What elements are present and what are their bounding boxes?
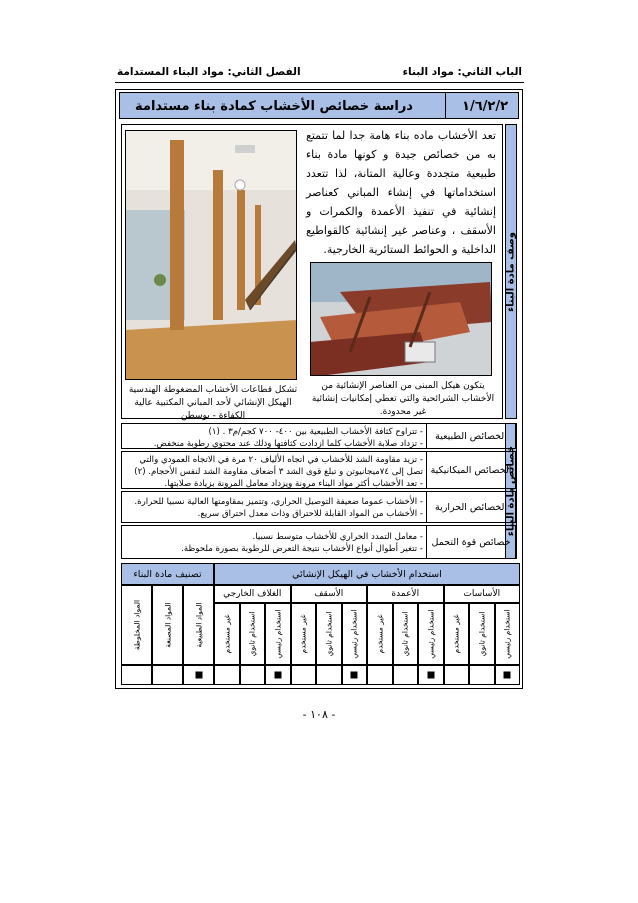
classification-column-label bbox=[152, 585, 183, 665]
description-paragraph: تعد الأخشاب ماده بناء هامة جدا لما تتمتع به من خصائص جيدة و كونها مادة بناء طبيعية متجددة وعالية المتانة، لذا تتعدد استخداماتها في إنشاء المباني كعناصر إنشائية في تنفيذ الأعمدة والكمرات و الأسقف ، وعناصر غير إنشائية كالقواطيع الداخلية و الحوائط الستائرية الخارجية. bbox=[306, 129, 496, 256]
property-line: - تتغير أطوال أنواع الأخشاب نتيجة التعرض للرطوبة بصورة ملحوظة. bbox=[181, 544, 423, 554]
usage-mark-cell bbox=[367, 665, 393, 685]
property-key: الخصائص الطبيعية bbox=[426, 424, 515, 448]
classification-mark-cell bbox=[152, 665, 183, 685]
usage-mark-cell bbox=[469, 665, 495, 685]
usage-column-text: استخدام رئيسي bbox=[273, 609, 283, 659]
usage-column-label bbox=[342, 603, 368, 665]
usage-column-text: استخدام ثانوي bbox=[247, 611, 257, 657]
property-line: - تتراوح كثافة الأخشاب الطبيعية بين ٤٠٠- ٧٠٠ كجم/م٣ . (١) bbox=[208, 427, 423, 437]
usage-column-text: استخدام رئيسي bbox=[502, 609, 512, 659]
property-value bbox=[126, 496, 423, 520]
right-image-caption: يتكون هيكل المبنى من العناصر الإنشائية من الأخشاب الشرائحية والتي تعطي إمكانيات إنشائية غير محدودة. bbox=[311, 381, 495, 417]
usage-column-label bbox=[495, 603, 521, 665]
usage-group-header: الأسقف bbox=[291, 585, 368, 603]
section-number: ١/٦/٢/٢ bbox=[462, 99, 508, 114]
usage-column-label bbox=[444, 603, 470, 665]
property-value bbox=[126, 426, 423, 450]
usage-column-label bbox=[393, 603, 419, 665]
usage-header: استخدام الأخشاب في الهيكل الإنشائي bbox=[214, 563, 520, 585]
check-square-icon bbox=[351, 672, 358, 679]
section-title: الفصل الثاني: مواد البناء المستدامة bbox=[117, 66, 301, 78]
usage-column-label bbox=[214, 603, 240, 665]
usage-column-text: استخدام ثانوي bbox=[400, 611, 410, 657]
usage-column-label bbox=[240, 603, 266, 665]
usage-column-text: غير مستخدم bbox=[222, 614, 232, 654]
check-square-icon bbox=[504, 672, 511, 679]
check-square-icon bbox=[427, 672, 434, 679]
usage-group-header: الغلاف الخارجي bbox=[214, 585, 291, 603]
chapter-title: الباب الثاني: مواد البناء bbox=[402, 66, 522, 78]
usage-column-label bbox=[469, 603, 495, 665]
usage-mark-cell bbox=[495, 665, 521, 685]
timber-interior-photo-border bbox=[125, 130, 297, 380]
classification-mark-cell bbox=[121, 665, 152, 685]
property-key: خصائص قوة التحمل bbox=[426, 526, 515, 558]
usage-column-text: غير مستخدم bbox=[451, 614, 461, 654]
usage-group-header: الأعمدة bbox=[367, 585, 444, 603]
left-image-caption: تشكل قطاعات الأخشاب المضغوطة الهندسية الهيكل الإنشائي لأحد المباني المكتبية عالية الكفاءة - بوسطن bbox=[128, 385, 298, 421]
usage-column-label bbox=[418, 603, 444, 665]
property-row bbox=[121, 423, 516, 449]
property-line: تصل إلى ٧٤ميجانيوتن و تبلغ قوى الشد ٣ أضعاف مقاومة الشد لنفس الأحجام. (٢) bbox=[134, 467, 423, 477]
usage-mark-cell bbox=[214, 665, 240, 685]
classification-column-text: المواد المصنعة bbox=[163, 602, 172, 648]
side-label-description bbox=[505, 124, 517, 419]
classification-column-text: المواد المخلوطة bbox=[132, 599, 141, 651]
property-key: الخصائص الحرارية bbox=[426, 492, 515, 522]
side-label-description-text: وصف مادة البناء bbox=[505, 231, 517, 312]
usage-column-label bbox=[316, 603, 342, 665]
property-line: - معامل التمدد الحراري للأخشاب متوسط نسبيا. bbox=[252, 532, 423, 542]
title-bar bbox=[119, 92, 519, 119]
usage-mark-cell bbox=[291, 665, 317, 685]
side-label-properties-text: خصائص مادة البناء bbox=[505, 445, 517, 537]
check-square-icon bbox=[195, 672, 202, 679]
usage-column-text: استخدام ثانوي bbox=[477, 611, 487, 657]
usage-mark-cell bbox=[418, 665, 444, 685]
page-number: - ١٠٨ - bbox=[302, 708, 336, 721]
usage-mark-cell bbox=[240, 665, 266, 685]
property-row bbox=[121, 491, 516, 523]
usage-column-text: استخدام رئيسي bbox=[349, 609, 359, 659]
usage-column-text: غير مستخدم bbox=[298, 614, 308, 654]
usage-mark-cell bbox=[316, 665, 342, 685]
usage-mark-cell bbox=[444, 665, 470, 685]
property-value bbox=[126, 454, 423, 490]
usage-column-label bbox=[291, 603, 317, 665]
page-header bbox=[115, 62, 524, 83]
usage-group-header: الأساسات bbox=[444, 585, 521, 603]
usage-mark-cell bbox=[342, 665, 368, 685]
classification-column-label bbox=[121, 585, 152, 665]
usage-column-text: غير مستخدم bbox=[375, 614, 385, 654]
usage-mark-cell bbox=[393, 665, 419, 685]
property-value bbox=[126, 531, 423, 555]
page-title: دراسة خصائص الأخشاب كمادة بناء مستدامة bbox=[135, 99, 413, 114]
property-line: - تزداد صلابة الأخشاب كلما ازدادت كثافتها وذلك عند محتوي رطوبة منخفض. bbox=[153, 439, 423, 449]
property-line: - تزيد مقاومة الشد للأخشاب في اتجاه الألياف ٢٠ مرة في الاتجاه العمودي والتي bbox=[139, 455, 423, 465]
classification-header: تصنيف مادة البناء bbox=[121, 563, 214, 585]
usage-column-text: استخدام رئيسي bbox=[426, 609, 436, 659]
usage-column-label bbox=[265, 603, 291, 665]
classification-mark-cell bbox=[183, 665, 214, 685]
classification-column-text: المواد الطبيعية bbox=[194, 602, 203, 648]
title-separator bbox=[445, 93, 446, 118]
usage-mark-cell bbox=[265, 665, 291, 685]
classification-column-label bbox=[183, 585, 214, 665]
usage-column-label bbox=[367, 603, 393, 665]
property-line: - الأخشاب من المواد القابلة للاحتراق وذات معدل احتراق سريع. bbox=[197, 509, 423, 519]
property-row bbox=[121, 525, 516, 559]
usage-column-text: استخدام ثانوي bbox=[324, 611, 334, 657]
property-row bbox=[121, 451, 516, 489]
property-key: الخصائص الميكانيكية bbox=[426, 452, 515, 488]
property-line: - تعد الأخشاب أكثر مواد البناء مرونة ويزداد معامل المرونة بزيادة صلابتها. bbox=[164, 479, 423, 489]
check-square-icon bbox=[274, 672, 281, 679]
timber-structure-photo-border bbox=[310, 262, 492, 376]
property-line: - الأخشاب عموما ضعيفة التوصيل الحراري، وتتميز بمقاومتها العالية نسبيا للحرارة. bbox=[134, 497, 423, 507]
